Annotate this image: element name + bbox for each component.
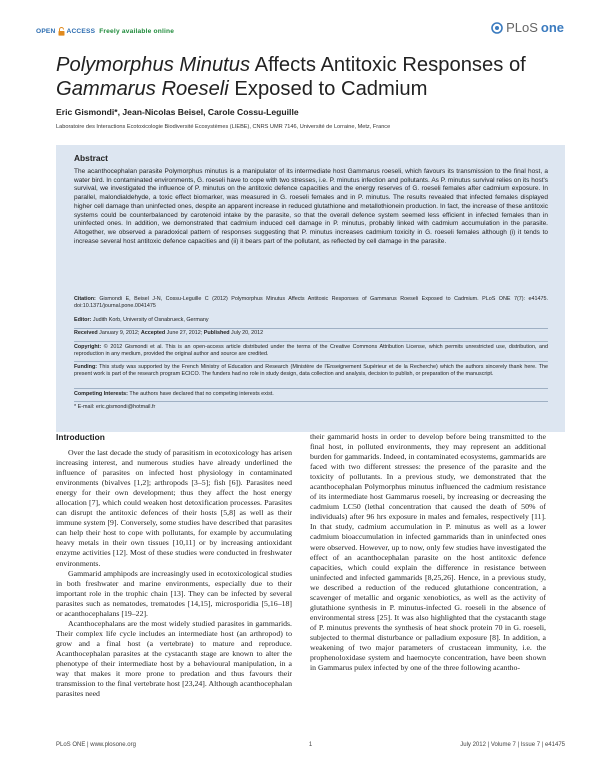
intro-paragraph-3: Acanthocephalans are the most widely studied parasites in gammarids. Their complex life cycle includes an intermediate host (an arthropod) to grow and a final host (a vertebrate) to mature and reproduce. Acanthocephalan parasites at the cystacanth stage are known to alter the phenotype of their intermediate host by a behavioural manipulation, in a way that makes it more prone to predation and thus favours their transmission to the final vertebrate host [23,24]. Although acanthocephalan parasites need <box>56 618 292 699</box>
free-available-label: Freely available online <box>99 28 175 35</box>
abstract-text: The acanthocephalan parasite Polymorphus minutus is a manipulator of its intermediate host Gammarus roeseli, which favours its transmission to the final host, a water bird. In contaminated environments, G. roeseli have to cope with two stresses, i.e. P. minutus infection and pollutants. As P. minutus survival relies on its host's survival, we investigated the influence of P. minutus on the antitoxic defence capacities and the energy reserves of G. roeseli females after cadmium exposure. In parallel, malondialdehyde, a toxic effect biomarker, was measured in G. roeseli females and in P. minutus. The results revealed that infected females displayed higher cell damage than uninfected ones, despite an apparent increase in reduced glutathione and metallothionein production. In fact, the increase of these antitoxic systems could be counterbalanced by carotenoid intake by the parasite, so that the overall defence system seemed less efficient in infected females than in uninfected ones. In addition, we demonstrated that cadmium induced cell damage in P. minutus, probably linked with cadmium accumulation in the parasite. Altogether, we observed a paradoxical pattern of responses suggesting that P. minutus increases cadmium toxicity in G. roeseli females although (i) it tends to increase several host antitoxic defence capacities and (ii) it bears part of the pollutant, as reflected by cell damage in the parasite. <box>74 168 548 245</box>
meta-divider-4 <box>74 388 548 389</box>
title-part-2: Affects Antitoxic Responses of <box>250 54 526 76</box>
funding-text: This study was supported by the French Ministry of Education and Research (Ministère de l'Enseignement Supérieur et de la Recherche) which the authors sincerely thank here. The present work is part of the research program ECICO. The funders had no role in study design, data collection and analysis, decision to publish, or preparation of the manuscript. <box>74 364 548 378</box>
one-label: one <box>540 20 564 35</box>
editor-label: Editor: <box>74 317 92 323</box>
meta-divider-3 <box>74 361 548 362</box>
page-number: 1 <box>308 742 313 748</box>
accepted-label: Accepted <box>140 330 166 336</box>
editor-line <box>74 317 548 324</box>
article-title <box>56 53 556 101</box>
published-label: Published <box>203 330 230 336</box>
abstract-heading: Abstract <box>74 153 108 163</box>
copyright-text: © 2012 Gismondi et al. This is an open-access article distributed under the terms of the Creative Commons Attribution License, which permits unrestricted use, distribution, and reproduction in any medium, provided the original author and source are credited. <box>74 344 548 358</box>
funding-line <box>74 364 548 378</box>
intro-paragraph-4: their gammarid hosts in order to develop before being transmitted to the final host, in polluted environments, they may represent an additional burden for gammarids. Indeed, in contaminated ecosystems, gammarids are faced with two different stresses: the presence of the parasite and the toxicity of pollutants. In a previous study, we demonstrated that the acanthocephalan Polymorphus minutus influenced the cadmium resistance of its intermediate host Gammarus roeseli, by increasing or decreasing the cadmium LC50 (lethal concentration that caused the death of 50% of individuals) after 96 hrs exposure in males and females, respectively [11]. In that study, cadmium accumulation in P. minutus as well as a lower cadmium bioaccumulation in infected gammarids than in uninfected ones were observed. However, up to now, only few studies have investigated the effect of an acanthocephalan parasite on the host antitoxic defence capacities, which could explain the difference in resistance between uninfected and infected gammarids [8,25,26]. Hence, in a previous study, we described a reduction of the reduced glutathione concentration, a scavenger of metallic and organic xenobiotics, as well as the activity of glutathione synthesis in P. minutus-infected G. roeseli in the absence of environmental stress [25]. It was also highlighted that the cystacanth stage of P. minutus prevents the synthesis of heat shock protein 70 in G. roeseli, subjected to thermal disturbance or palladium exposure [8]. In addition, a weakening of two major parameters of crustacean immunity, i.e. the prophenoloxidase system and haemocyte concentration, have been shown in Gammarus pulex infected by one of the three following acantho- <box>310 432 546 673</box>
access-label: ACCESS <box>66 28 96 35</box>
plos-logo-icon <box>491 22 503 34</box>
meta-divider-5 <box>74 401 548 402</box>
funding-label: Funding: <box>74 364 98 370</box>
author-list: Eric Gismondi*, Jean-Nicolas Beisel, Carole Cossu-Leguille <box>56 107 299 117</box>
copyright-line <box>74 344 548 358</box>
competing-label: Competing Interests: <box>74 391 128 397</box>
received-text: January 9, 2012; <box>97 330 141 336</box>
title-part-1: Polymorphus Minutus <box>56 54 251 76</box>
footer-journal-link[interactable]: PLoS ONE | www.plosone.org <box>56 742 136 748</box>
intro-paragraph-1: Over the last decade the study of parasitism in ecotoxicology has arisen increasing interest, and numerous studies have already underlined the influence of parasites on infected host physiology in contaminated environments (bivalves [1,2]; arthropods [3–5]; fish [6]). Parasites need energy for their own development; thus they affect the host energy allocation [7], which could weaken host detoxification processes. Parasites can disrupt the antitoxic defences of their hosts [5,8] as well as their immune system [9]. Conversely, some studies have described that parasites can help their host to cope with pollutants, for example by accumulating heavy metals in their own tissues [10,11] or by increasing antioxidant enzyme activities [12]. Most of these studies were conducted in freshwater environments. <box>56 448 292 568</box>
title-part-4: Exposed to Cadmium <box>228 78 428 100</box>
published-text: July 20, 2012 <box>229 330 264 336</box>
competing-text: The authors have declared that no competing interests exist. <box>127 391 274 397</box>
received-label: Received <box>74 330 98 336</box>
editor-text: Judith Korb, University of Osnabrueck, Germany <box>91 317 209 323</box>
right-column <box>310 432 546 673</box>
open-access-badge <box>36 27 174 36</box>
accepted-text: June 27, 2012; <box>165 330 204 336</box>
plos-one-logo <box>491 20 564 35</box>
copyright-label: Copyright: <box>74 344 102 350</box>
introduction-heading: Introduction <box>56 432 105 442</box>
affiliation: Laboratoire des Interactions Ecotoxicologie Biodiversité Ecosystèmes (LIEBE), CNRS UMR 7146, Université de Lorraine, Metz, France <box>56 124 391 130</box>
citation-label: Citation: <box>74 296 96 302</box>
left-column <box>56 432 292 699</box>
competing-interests-line <box>74 391 548 398</box>
footer-issue-info: July 2012 | Volume 7 | Issue 7 | e41475 <box>460 742 565 748</box>
page-footer <box>56 742 565 754</box>
email-line: * E-mail: eric.gismondi@hotmail.fr <box>74 404 156 410</box>
citation-line <box>74 296 548 310</box>
citation-text: Gismondi E, Beisel J-N, Cossu-Leguille C (2012) Polymorphus Minutus Affects Antitoxic Responses of Gammarus Roeseli Exposed to Cadmium. PLoS ONE 7(7): e41475. doi:10.1371/journal.pone.0041475 <box>74 296 548 310</box>
meta-divider-1 <box>74 328 548 329</box>
meta-divider-2 <box>74 341 548 342</box>
intro-paragraph-2: Gammarid amphipods are increasingly used in ecotoxicological studies in both freshwater and marine environments, especially due to their important role in the trophic chain [13]. They can be infected by several parasites such as nematodes, trematodes [14,15], microsporidia [5,16–18] or acanthocephalans [19–22]. <box>56 568 292 618</box>
journal-header <box>0 0 600 52</box>
open-lock-icon <box>58 27 65 36</box>
open-label: OPEN <box>36 28 56 35</box>
title-part-3: Gammarus Roeseli <box>56 78 229 100</box>
plos-label: PLoS <box>506 20 538 35</box>
dates-line <box>74 330 548 337</box>
